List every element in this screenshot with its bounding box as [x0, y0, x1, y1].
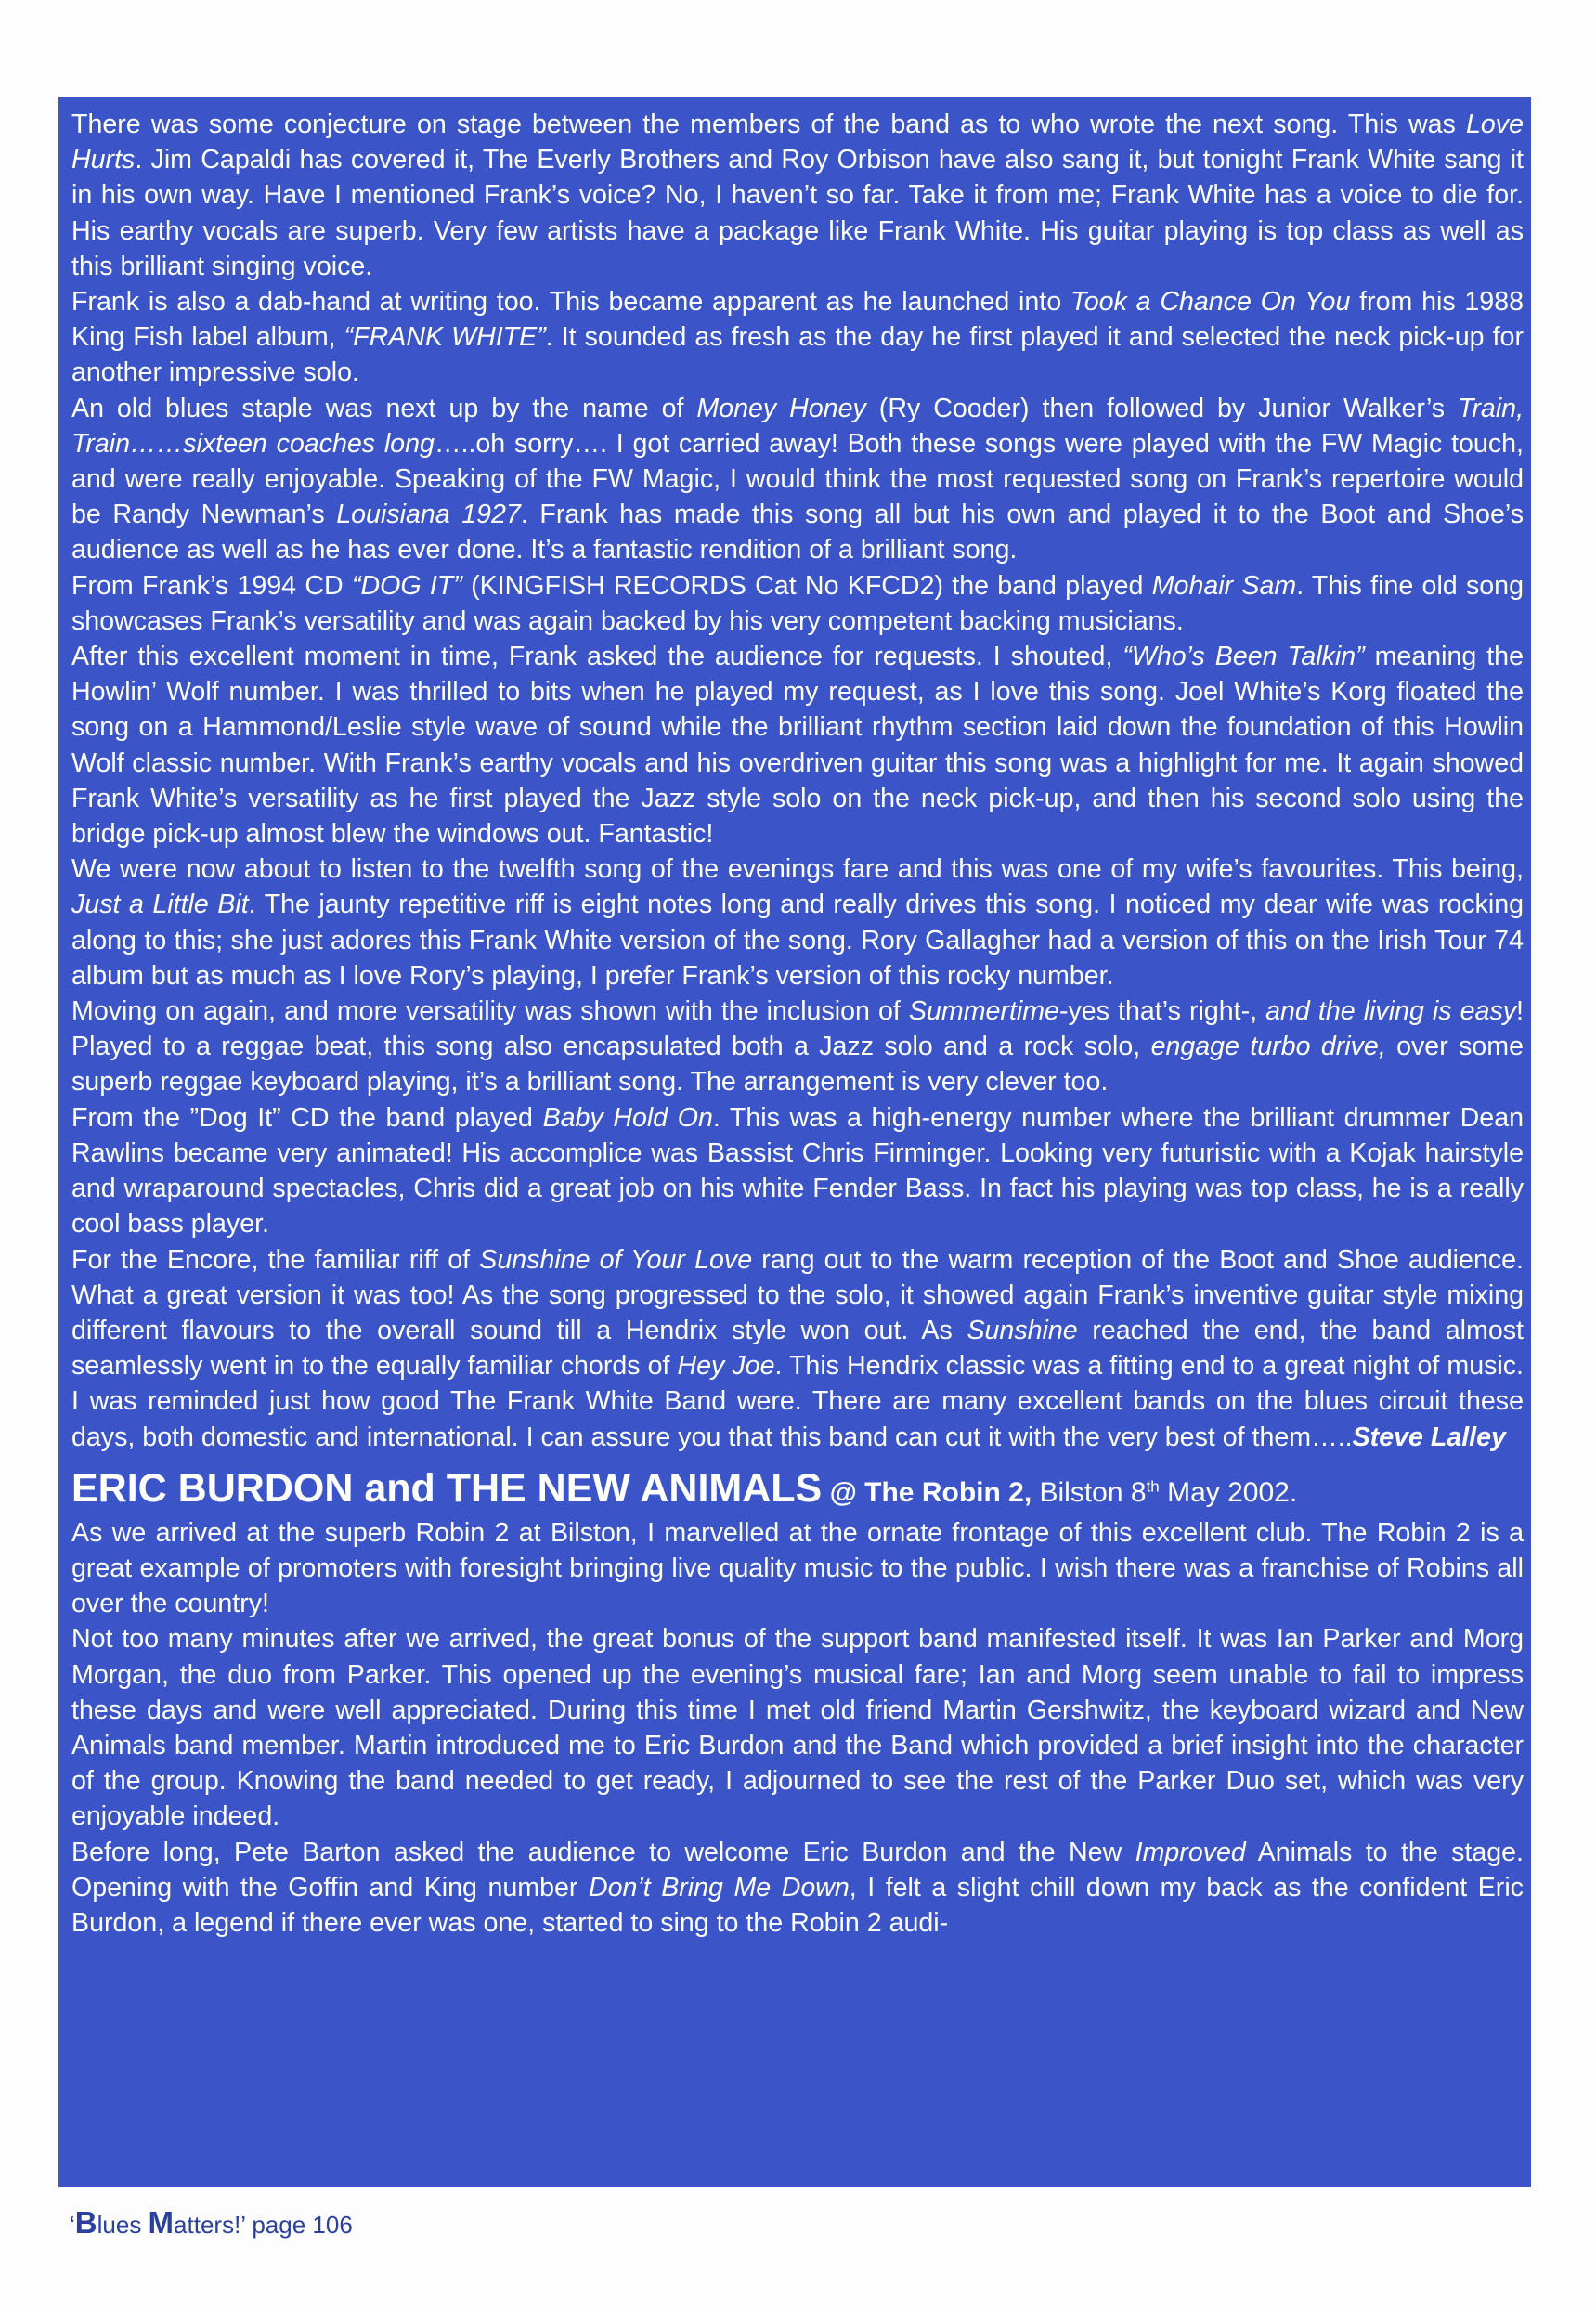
paragraph — [71, 1621, 1524, 1834]
author-signature: Steve Lalley — [1352, 1422, 1506, 1452]
italic-title: Sunshine — [967, 1315, 1078, 1345]
paragraph — [71, 1515, 1524, 1622]
italic-title: Just a Little Bit — [71, 890, 249, 920]
text-run: Animals to the stage. Opening with the Goffin and King number — [71, 1837, 1525, 1903]
text-run: . This was a high-energy number where the brilliant drummer Dean Rawlins became very animated! His accomplice was Bassist Chris Firminger. Looking very futuristic with a Kojak hairstyle and wraparound spectacles, Chris did a great job on his white Fender Bass. In fact his playing was top class, he is a really cool bass player. — [71, 1102, 1524, 1240]
text-run: For the Encore, the familiar riff of — [71, 1244, 480, 1275]
italic-title: Money Honey — [696, 393, 866, 423]
paragraph — [71, 107, 1524, 284]
text-run: After this excellent moment in time, Frank asked the audience for requests. I shouted, — [71, 642, 1123, 672]
text-run: ! Played to a reggae beat, this song also encapsulated both a Jazz solo and a rock solo, — [71, 996, 1524, 1062]
italic-title: Train, Train……sixteen coaches long — [71, 393, 1525, 459]
text-run: (KINGFISH RECORDS Cat No KFCD2) the band played — [461, 570, 1152, 601]
text-run: As we arrived at the superb Robin 2 at Bilston, I marvelled at the ornate frontage of this excellent club. The Robin 2 is a great example of promoters with foresight bringing live quality music to the public. I wish there was a franchise of Robins all over the country! — [71, 1517, 1524, 1619]
text-run: (Ry Cooder) then followed by Junior Walker’s — [865, 393, 1459, 423]
paragraph — [71, 1242, 1524, 1455]
text-run: Moving on again, and more versatility was shown with the inclusion of — [71, 996, 909, 1027]
italic-title: Took a Chance On You — [1070, 287, 1351, 318]
text-run: . Jim Capaldi has covered it, The Everly Brothers and Roy Orbison have also sang it, but tonight Frank White sang it in his own way. Have I mentioned Frank’s voice? No, I haven’t so far. Take it from me; Frank White has a voice to die for. His earthy vocals are superb. Very few artists have a package like Frank White. His guitar playing is top class as well as this brilliant singing voice. — [71, 145, 1524, 281]
footer-logo-b: B — [74, 2205, 97, 2240]
review-heading-ordinal: th — [1146, 1477, 1160, 1496]
text-run: From Frank’s 1994 CD — [71, 570, 352, 601]
text-run: -yes that’s right-, — [1058, 996, 1266, 1027]
italic-title: “FRANK WHITE” — [344, 322, 546, 353]
italic-title: Love Hurts — [71, 110, 1524, 175]
text-run: over some superb reggae keyboard playing, it’s a brilliant song. The arrangement is very clever too. — [71, 1032, 1524, 1098]
italic-title: and the living is easy — [1265, 996, 1517, 1027]
italic-title: Baby Hold On — [542, 1102, 713, 1133]
eric-burdon-review — [71, 1515, 1524, 1941]
italic-title: Mohair Sam — [1151, 570, 1297, 601]
text-run: meaning the Howlin’ Wolf number. I was thrilled to bits when he played my request, as I love this song. Joel White’s Korg floated the song on a Hammond/Leslie style wave of sound while the brilliant rhythm section laid down the foundation of this Howlin Wolf classic number. With Frank’s earthy vocals and his overdriven guitar this song was a highlight for me. It again showed Frank White’s versatility as he first played the Jazz style solo on the neck pick-up, and then his second solo using the bridge pick-up almost blew the windows out. Fantastic! — [71, 642, 1524, 850]
text-run: , I felt a slight chill down my back as the confident Eric Burdon, a legend if there ever was one, started to sing to the Robin 2 audi- — [71, 1872, 1524, 1938]
italic-title: “DOG IT” — [351, 570, 462, 601]
text-run: from his 1988 King Fish label album, — [71, 287, 1525, 353]
review-heading-date: May 2002. — [1159, 1476, 1298, 1508]
paragraph — [71, 568, 1524, 639]
text-run: . This fine old song showcases Frank’s versatility and was again backed by his very competent backing musicians. — [71, 570, 1524, 636]
italic-title: “Who’s Been Talkin” — [1122, 642, 1365, 672]
italic-title: Hey Joe — [677, 1351, 775, 1382]
text-run: . The jaunty repetitive riff is eight notes long and really drives this song. I noticed my dear wife was rocking along to this; she just adores this Frank White version of the song. Rory Gallagher had a version of this on the Irish Tour 74 album but as much as I love Rory’s playing, I prefer Frank’s version of this rocky number. — [71, 890, 1524, 991]
paragraph — [71, 391, 1524, 568]
page-footer — [70, 2205, 353, 2241]
paragraph — [71, 1100, 1524, 1242]
paragraph — [71, 851, 1524, 994]
text-run: From the ”Dog It” CD the band played — [71, 1102, 543, 1133]
review-heading — [71, 1466, 1524, 1515]
review-heading-venue: @ The Robin 2, — [822, 1476, 1032, 1508]
text-run: There was some conjecture on stage between the members of the band as to who wrote the next song. This was — [71, 110, 1466, 139]
paragraph — [71, 284, 1524, 391]
article-panel — [58, 97, 1531, 2187]
italic-title: Summertime — [908, 996, 1059, 1027]
text-run: …..oh sorry…. I got carried away! Both these songs were played with the FW Magic touch, and were really enjoyable. Speaking of the FW Magic, I would think the most requested song on Frank’s repertoire would be Randy Newman’s — [71, 428, 1524, 530]
text-run: . This Hendrix classic was a fitting end to a great night of music. I was reminded just how good The Frank White Band were. There are many excellent bands on the blues circuit these days, both domestic and international. I can assure you that this band can cut it with the very best of them….. — [71, 1351, 1524, 1452]
footer-logo-m: M — [148, 2205, 175, 2240]
footer-open-quote: ‘ — [70, 2211, 75, 2239]
text-run: . Frank has made this song all but his own and played it to the Boot and Shoe’s audience as well as he has ever done. It’s a fantastic rendition of a brilliant song. — [71, 500, 1524, 565]
text-run: Before long, Pete Barton asked the audience to welcome Eric Burdon and the New — [71, 1837, 1135, 1867]
paragraph — [71, 639, 1524, 851]
text-run: . It sounded as fresh as the day he first played it and selected the neck pick-up for another impressive solo. — [71, 322, 1524, 388]
italic-title: Sunshine of Your Love — [479, 1244, 753, 1275]
text-run: An old blues staple was next up by the name of — [71, 393, 697, 423]
paragraph — [71, 994, 1524, 1100]
text-run: Not too many minutes after we arrived, the great bonus of the support band manifested itself. It was Ian Parker and Morg Morgan, the duo from Parker. This opened up the evening’s musical fare; Ian and Morg seem unable to fail to impress these days and were well appreciated. During this time I met old friend Martin Gershwitz, the keyboard wizard and New Animals band member. Martin introduced me to Eric Burdon and the Band which provided a brief insight into the character of the group. Knowing the band needed to get ready, I adjourned to see the rest of the Parker Duo set, which was very enjoyable indeed. — [71, 1624, 1524, 1832]
italic-title: engage turbo drive, — [1150, 1032, 1386, 1062]
text-run: We were now about to listen to the twelfth song of the evenings fare and this was one of my wife’s favourites. This being, — [71, 854, 1524, 885]
footer-page-label: atters!’ page 106 — [174, 2211, 353, 2239]
italic-title: Louisiana 1927 — [336, 500, 521, 530]
review-heading-place: Bilston 8 — [1032, 1476, 1147, 1508]
text-run: rang out to the warm reception of the Boot and Shoe audience. What a great version it was too! As the song progressed to the solo, it showed again Frank’s inventive guitar style mixing different flavours to the overall sound till a Hendrix style won out. As — [71, 1244, 1524, 1345]
article-body — [71, 107, 1524, 1941]
italic-title: Don’t Bring Me Down — [588, 1872, 850, 1903]
italic-title: Improved — [1135, 1837, 1246, 1867]
text-run: reached the end, the band almost seamlessly went in to the equally familiar chords of — [71, 1315, 1524, 1382]
paragraph — [71, 1835, 1524, 1942]
review-heading-title: ERIC BURDON and THE NEW ANIMALS — [71, 1465, 823, 1511]
text-run: Frank is also a dab-hand at writing too. This became apparent as he launched into — [71, 287, 1070, 318]
frank-white-review — [71, 107, 1524, 1455]
footer-logo-lues: lues — [97, 2211, 149, 2239]
